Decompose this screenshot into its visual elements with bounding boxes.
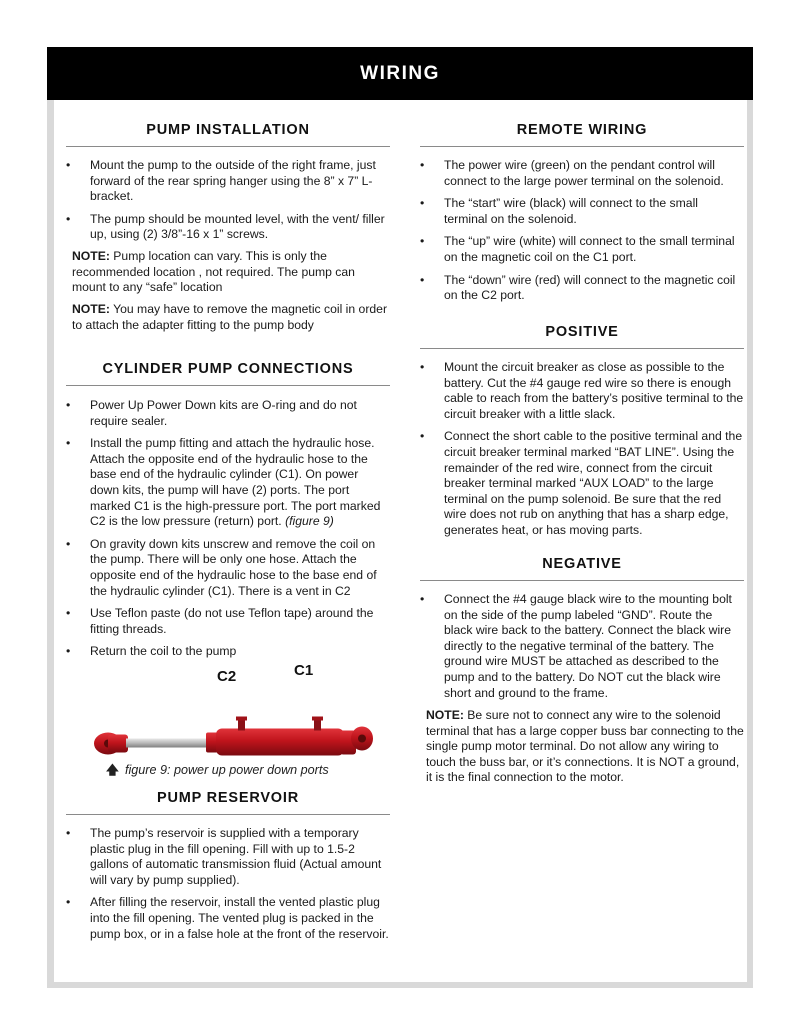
negative-list [420, 592, 744, 708]
list-item [66, 436, 390, 530]
remote-wiring-heading: REMOTE WIRING [516, 122, 648, 138]
positive-heading: POSITIVE [545, 324, 619, 340]
list-item: • Use Teflon paste (do not use Teflon tape) around the fitting threads. [66, 606, 390, 637]
figure-caption [106, 761, 386, 782]
list-item: • The “down” wire (red) will connect to the magnetic coil on the C2 port. [420, 273, 744, 304]
list-item: • After filling the reservoir, install the vented plastic plug into the fill opening. The vented plug is packed in the pump box, or in a false hole at the front of the reservoir. [66, 895, 390, 942]
note-label: NOTE: [72, 249, 110, 263]
pump-installation-heading: PUMP INSTALLATION [146, 122, 310, 138]
remote-wiring-list [420, 158, 744, 311]
cylinder-barrel [216, 729, 344, 756]
list-item: • The pump should be mounted level, with the vent/ filler up, using (2) 3/8”-16 x 1” screws. [66, 212, 390, 243]
list-item: • On gravity down kits unscrew and remove the coil on the pump. There will be only one hose. Attach the opposite end of the hydraulic hose to the base end of the hydraulic cylinder (C1). There is a vent in C2 [66, 537, 390, 599]
list-item: • Mount the circuit breaker as close as possible to the battery. Cut the #4 gauge red wire so there is enough cable to reach from the battery’s positive terminal to the circuit breaker with a little slack. [420, 360, 744, 422]
base-end-clevis [351, 727, 373, 751]
magnetic-coil-note [72, 302, 390, 333]
list-item: • Connect the short cable to the positive terminal and the circuit breaker terminal marked “BAT LINE”. Using the remainder of the red wire, connect from the circuit breaker terminal marked “AUX LOAD” to the large terminal on the pump solenoid. Be sure that the red wire does not rub on anything that has a sharp edge, generates heat, or has moving parts. [420, 429, 744, 538]
cylinder-rod [126, 739, 208, 748]
page-header [47, 47, 753, 100]
figure-reference: (figure 9) [285, 514, 334, 529]
list-item: • Power Up Power Down kits are O-ring and do not require sealer. [66, 398, 390, 429]
negative-heading: NEGATIVE [542, 556, 622, 572]
list-item-text: Install the pump fitting and attach the hydraulic hose. Attach the opposite end of the hydraulic hose to the base end of the hydraulic cylinder (C1). On power down kits, the pump will have (2) ports. The port marked C1 is the high-pressure port. The port marked C2 is the low pressure (return) port. [90, 436, 381, 529]
note-label: NOTE: [426, 708, 464, 722]
section-divider [420, 580, 744, 581]
cylinder-pump-list [66, 398, 390, 667]
section-divider [66, 146, 390, 147]
rod-end-clevis [94, 733, 128, 755]
port-label-c2: C2 [217, 668, 237, 685]
section-divider [66, 385, 390, 386]
note-text: Be sure not to connect any wire to the solenoid terminal that has a large copper buss bar connecting to the single pump motor terminal. Do not allow any wiring to touch the buss bar, or it’s connections. It is NOT a ground, it is the final connection to the motor. [426, 708, 744, 785]
pump-location-note [72, 249, 390, 296]
section-divider [420, 146, 744, 147]
note-label: NOTE: [72, 302, 110, 316]
up-arrow-icon: 🡅 [106, 763, 119, 777]
pump-reservoir-heading: PUMP RESERVOIR [156, 790, 299, 806]
cylinder-pump-heading: CYLINDER PUMP CONNECTIONS [102, 361, 354, 377]
list-item: • Mount the pump to the outside of the right frame, just forward of the rear spring hanger using the 8” x 7” L-bracket. [66, 158, 390, 205]
section-divider [66, 814, 390, 815]
list-item: • Connect the #4 gauge black wire to the mounting bolt on the side of the pump labeled “GND”. Route the black wire back to the battery. Connect the black wire directly to the negative terminal of the battery. The ground wire MUST be attached as described to the pump and to the battery. Do NOT cut the black wire short and ground to the frame. [420, 592, 744, 701]
list-item: • The “start” wire (black) will connect to the small terminal on the solenoid. [420, 196, 744, 227]
list-item: • Return the coil to the pump [66, 644, 390, 660]
page-title: WIRING [360, 62, 440, 84]
section-divider [420, 348, 744, 349]
pump-reservoir-list [66, 826, 390, 949]
port-label-c1: C1 [294, 662, 314, 679]
list-item: • The pump’s reservoir is supplied with a temporary plastic plug in the fill opening. Fill with up to 1.5-2 gallons of automatic transmission fluid (Actual amount will vary by pump supplied). [66, 826, 390, 888]
note-text: Pump location can vary. This is only the recommended location , not required. The pump can mount to any “safe” location [72, 249, 355, 295]
figure-caption-text: figure 9: power up power down ports [124, 763, 329, 777]
note-text: You may have to remove the magnetic coil in order to attach the adapter fitting to the pump body [72, 302, 388, 332]
list-item: • The power wire (green) on the pendant control will connect to the large power terminal on the solenoid. [420, 158, 744, 189]
positive-list [420, 360, 744, 546]
pump-installation-list [66, 158, 390, 250]
buss-bar-note [426, 708, 744, 786]
list-item: • The “up” wire (white) will connect to the small terminal on the magnetic coil on the C1 port. [420, 234, 744, 265]
page-body [54, 100, 747, 982]
